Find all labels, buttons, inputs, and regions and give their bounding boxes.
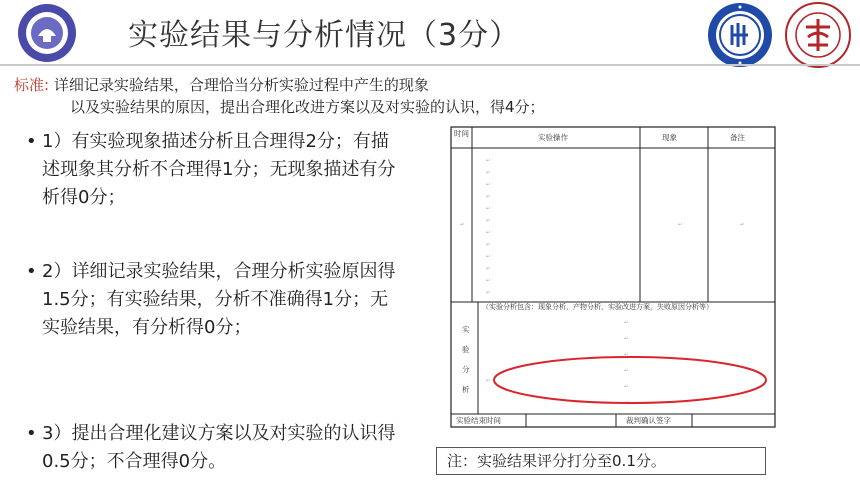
svg-text:↵: ↵ <box>740 222 745 228</box>
side-label-4: 析 <box>462 385 470 394</box>
svg-text:↵: ↵ <box>624 400 629 406</box>
header-operation: 实验操作 <box>538 133 568 142</box>
svg-text:↵: ↵ <box>486 378 491 384</box>
svg-text:↵: ↵ <box>624 336 629 342</box>
analysis-note: （实验分析包含：现象分析，产物分析，实验改进方案，失败原因分析等） <box>482 303 713 311</box>
minjiang-university-logo <box>706 1 774 69</box>
bullet-text: 2）详细记录实验结果，合理分析实验原因得1.5分；有实验结果，分析不准确得1分；无实验结果，有分析得0分； <box>42 261 396 338</box>
svg-text:↵: ↵ <box>486 218 491 224</box>
bullet-dot: • <box>26 261 37 282</box>
svg-text:↵: ↵ <box>624 320 629 326</box>
footer-time: 实验结束时间 <box>456 416 501 425</box>
header-divider <box>0 64 860 66</box>
competition-logo-icon <box>16 2 78 64</box>
page-title: 实验结果与分析情况（3分） <box>128 18 521 53</box>
svg-text:↵: ↵ <box>486 242 491 248</box>
standard-line-1: 详细记录实验结果，合理恰当分析实验过程中产生的现象 <box>53 76 429 94</box>
bullet-dot: • <box>26 423 37 444</box>
bullet-item-1 <box>26 128 398 212</box>
svg-text:↵: ↵ <box>624 368 629 374</box>
header-time-text: 时间 <box>454 129 469 138</box>
svg-text:↵: ↵ <box>486 194 491 200</box>
minjiang-seal-icon <box>706 1 774 69</box>
bullet-item-2 <box>26 258 398 342</box>
svg-text:↵: ↵ <box>486 230 491 236</box>
standard-text <box>14 74 854 118</box>
svg-text:↵: ↵ <box>486 158 491 164</box>
svg-text:↵: ↵ <box>486 278 491 284</box>
svg-text:↵: ↵ <box>486 290 491 296</box>
experiment-record-form <box>450 126 776 428</box>
svg-text:↵: ↵ <box>486 182 491 188</box>
side-label-2: 验 <box>462 345 470 354</box>
standard-label: 标准: <box>14 76 50 94</box>
bullet-item-3 <box>26 420 398 476</box>
svg-text:↵: ↵ <box>460 222 465 228</box>
header-phenomenon: 现象 <box>662 133 677 142</box>
svg-text:↵: ↵ <box>678 222 683 228</box>
donghua-university-logo <box>784 1 852 69</box>
bullet-text: 3）提出合理化建议方案以及对实验的认识得0.5分；不合理得0分。 <box>42 423 396 472</box>
svg-text:↵: ↵ <box>486 170 491 176</box>
svg-text:↵: ↵ <box>624 352 629 358</box>
svg-text:↵: ↵ <box>486 266 491 272</box>
score-note-box: 注：实验结果评分打分至0.1分。 <box>436 447 766 475</box>
svg-text:↵: ↵ <box>486 254 491 260</box>
competition-logo <box>16 2 78 64</box>
svg-text:↵: ↵ <box>486 206 491 212</box>
header-remark: 备注 <box>730 133 745 142</box>
standard-line-2: 以及实验结果的原因，提出合理化改进方案以及对实验的认识，得4分； <box>70 98 545 116</box>
svg-text:↵: ↵ <box>624 384 629 390</box>
record-form-table <box>450 126 776 428</box>
donghua-seal-icon <box>784 1 852 69</box>
footer-signature: 裁判确认签字 <box>626 416 671 425</box>
header-time <box>454 128 469 138</box>
bullet-text: 1）有实验现象描述分析且合理得2分；有描述现象其分析不合理得1分；无现象描述有分析得0分； <box>42 131 396 208</box>
side-label-1: 实 <box>462 325 470 334</box>
side-label-3: 分 <box>462 365 470 374</box>
bullet-dot: • <box>26 131 37 152</box>
